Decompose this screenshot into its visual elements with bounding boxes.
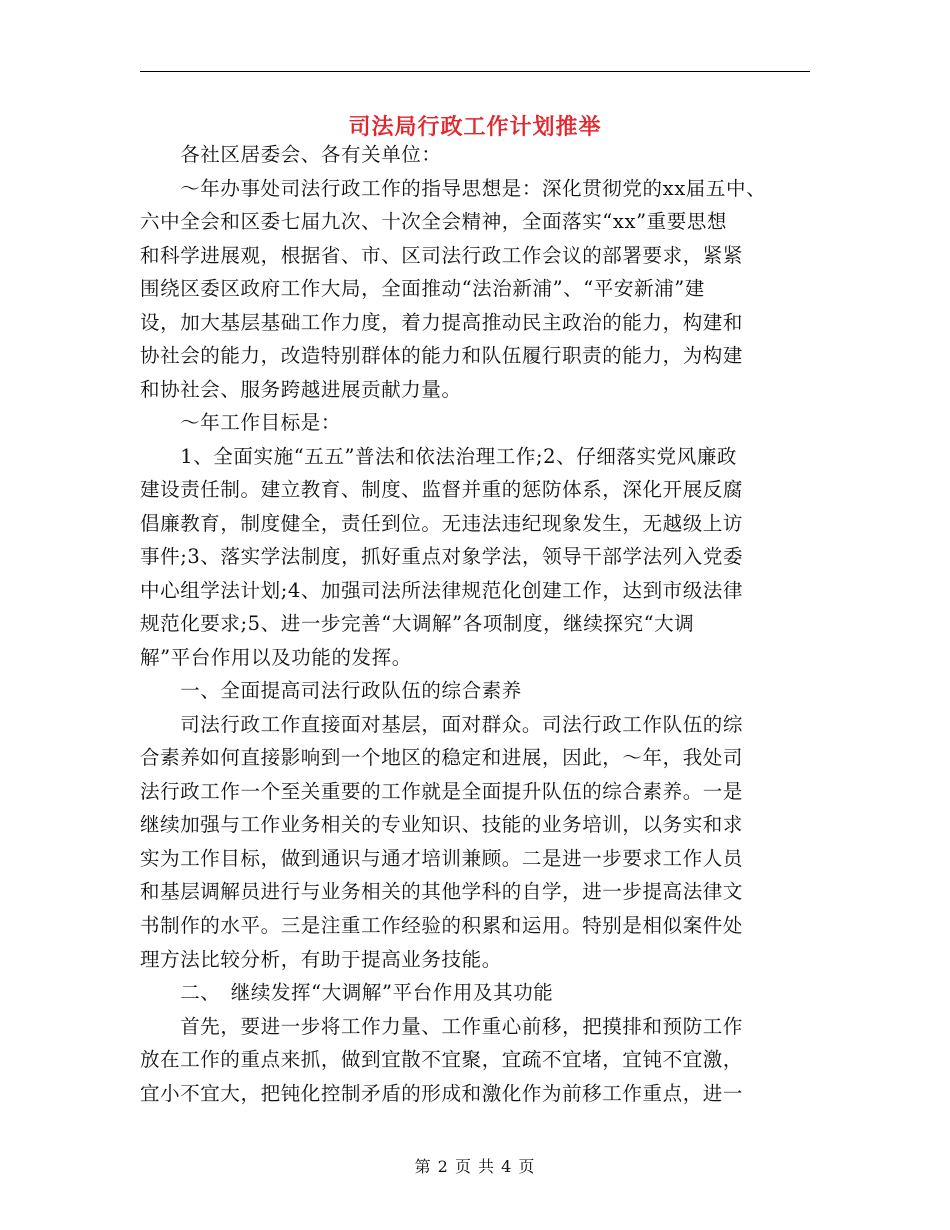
body-line: 建设责任制。建立教育、制度、监督并重的惩防体系，深化开展反腐 [140, 478, 744, 501]
body-line: 事件;3、落实学法制度，抓好重点对象学法，领导干部学法列入党委 [140, 545, 744, 568]
body-line: 书制作的水平。三是注重工作经验的积累和运用。特别是相似案件处 [140, 914, 744, 937]
body-line: 和协社会、服务跨越进展贡献力量。 [140, 378, 462, 401]
section-heading: 二、 继续发挥“大调解”平台作用及其功能 [140, 981, 554, 1004]
body-line: ～年办事处司法行政工作的指导思想是：深化贯彻党的xx届五中、 [140, 177, 767, 200]
body-line: 规范化要求;5、进一步完善“大调解”各项制度，继续探究“大调 [140, 612, 695, 635]
body-line: 设，加大基层基础工作力度，着力提高推动民主政治的能力，构建和 [140, 311, 744, 334]
body-line: 六中全会和区委七届九次、十次全会精神，全面落实“xx”重要思想 [140, 210, 728, 233]
body-line: 继续加强与工作业务相关的专业知识、技能的业务培训，以务实和求 [140, 813, 744, 836]
body-line: 合素养如何直接影响到一个地区的稳定和进展，因此，～年，我处司 [140, 746, 744, 769]
body-line: 放在工作的重点来抓，做到宜散不宜聚，宜疏不宜堵，宜钝不宜激， [140, 1048, 744, 1071]
body-line: 和基层调解员进行与业务相关的其他学科的自学，进一步提高法律文 [140, 880, 744, 903]
body-line: 解”平台作用以及功能的发挥。 [140, 646, 412, 669]
body-line: 和科学进展观，根据省、市、区司法行政工作会议的部署要求，紧紧 [140, 244, 744, 267]
body-line: 围绕区委区政府工作大局，全面推动“法治新浦”、“平安新浦”建 [140, 277, 705, 300]
body-line: 法行政工作一个至关重要的工作就是全面提升队伍的综合素养。一是 [140, 780, 744, 803]
body-line: 实为工作目标，做到通识与通才培训兼顾。二是进一步要求工作人员 [140, 847, 744, 870]
body-line: 协社会的能力，改造特别群体的能力和队伍履行职责的能力，为构建 [140, 344, 744, 367]
body-line: 宜小不宜大，把钝化控制矛盾的形成和激化作为前移工作重点，进一 [140, 1082, 744, 1105]
section-heading: 一、全面提高司法行政队伍的综合素养 [140, 679, 522, 702]
document-title: 司法局行政工作计划推举 [348, 115, 602, 140]
body-line: 首先，要进一步将工作力量、工作重心前移，把摸排和预防工作 [140, 1015, 744, 1038]
body-line: 倡廉教育，制度健全，责任到位。无违法违纪现象发生，无越级上访 [140, 512, 744, 535]
body-line: 中心组学法计划;4、加强司法所法律规范化创建工作，达到市级法律 [140, 579, 744, 602]
body-line: 各社区居委会、各有关单位： [140, 143, 442, 166]
body-line: ～年工作目标是： [140, 411, 342, 434]
header-rule [140, 71, 810, 72]
body-line: 司法行政工作直接面对基层，面对群众。司法行政工作队伍的综 [140, 713, 744, 736]
body-line: 1、全面实施“五五”普法和依法治理工作;2、仔细落实党风廉政 [140, 445, 738, 468]
body-line: 理方法比较分析，有助于提高业务技能。 [140, 948, 502, 971]
page-number: 第 2 页 共 4 页 [414, 1157, 536, 1176]
